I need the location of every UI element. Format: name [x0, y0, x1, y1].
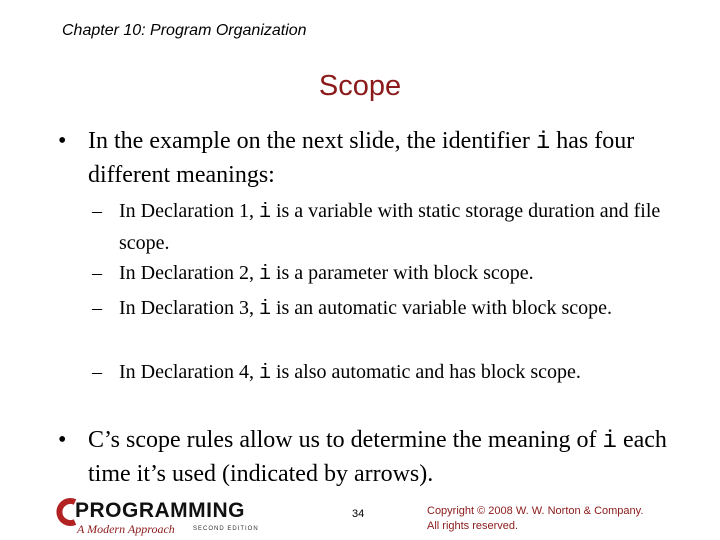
copyright-line: Copyright © 2008 W. W. Norton & Company. [427, 505, 644, 517]
dash-mark: – [92, 200, 102, 222]
sub-item-text [119, 196, 662, 259]
page-number: 34 [352, 508, 365, 520]
copyright-notice [427, 504, 687, 534]
code-identifier: i [535, 129, 551, 156]
bullet-item [58, 424, 668, 491]
code-identifier: i [258, 201, 271, 224]
code-identifier: i [258, 263, 271, 286]
logo-subtitle: A Modern Approach [77, 522, 175, 536]
dash-mark: – [92, 297, 102, 319]
text-run: is an automatic variable with block scope. [270, 297, 612, 319]
text-run: is also automatic and has block scope. [270, 361, 581, 383]
bullet-text [88, 125, 668, 192]
sub-item [92, 357, 662, 389]
bullet-item [58, 125, 668, 192]
text-run: each time it’s used (indicated by arrows). [88, 427, 667, 487]
text-run: In the example on the next slide, the identifier [88, 128, 536, 154]
bullet-mark: • [58, 128, 67, 154]
bullet-mark: • [58, 427, 67, 453]
book-logo [55, 497, 270, 539]
bullet-text [88, 424, 668, 491]
sub-item-text [119, 293, 662, 325]
copyright-line: All rights reserved. [427, 520, 519, 532]
text-run: is a parameter with block scope. [270, 262, 534, 284]
logo-edition: SECOND EDITION [193, 526, 259, 532]
text-run: In Declaration 3, [119, 297, 259, 319]
text-run: In Declaration 2, [119, 262, 259, 284]
sub-item [92, 196, 662, 259]
sub-item-text [119, 357, 662, 389]
chapter-heading: Chapter 10: Program Organization [62, 22, 307, 39]
text-run: has four different meanings: [88, 128, 635, 188]
text-run: is a variable with static storage duration and file scope. [119, 200, 661, 254]
sub-item [92, 258, 662, 290]
sub-item [92, 293, 662, 325]
sub-item-text [119, 258, 662, 290]
text-run: C’s scope rules allow us to determine the meaning of [88, 427, 603, 453]
dash-mark: – [92, 361, 102, 383]
dash-mark: – [92, 262, 102, 284]
text-run: In Declaration 1, [119, 200, 259, 222]
code-identifier: i [258, 362, 271, 385]
logo-title: PROGRAMMING [75, 499, 245, 522]
code-identifier: i [602, 428, 617, 455]
code-identifier: i [258, 298, 271, 321]
slide-title: Scope [318, 70, 402, 102]
text-run: In Declaration 4, [119, 361, 259, 383]
